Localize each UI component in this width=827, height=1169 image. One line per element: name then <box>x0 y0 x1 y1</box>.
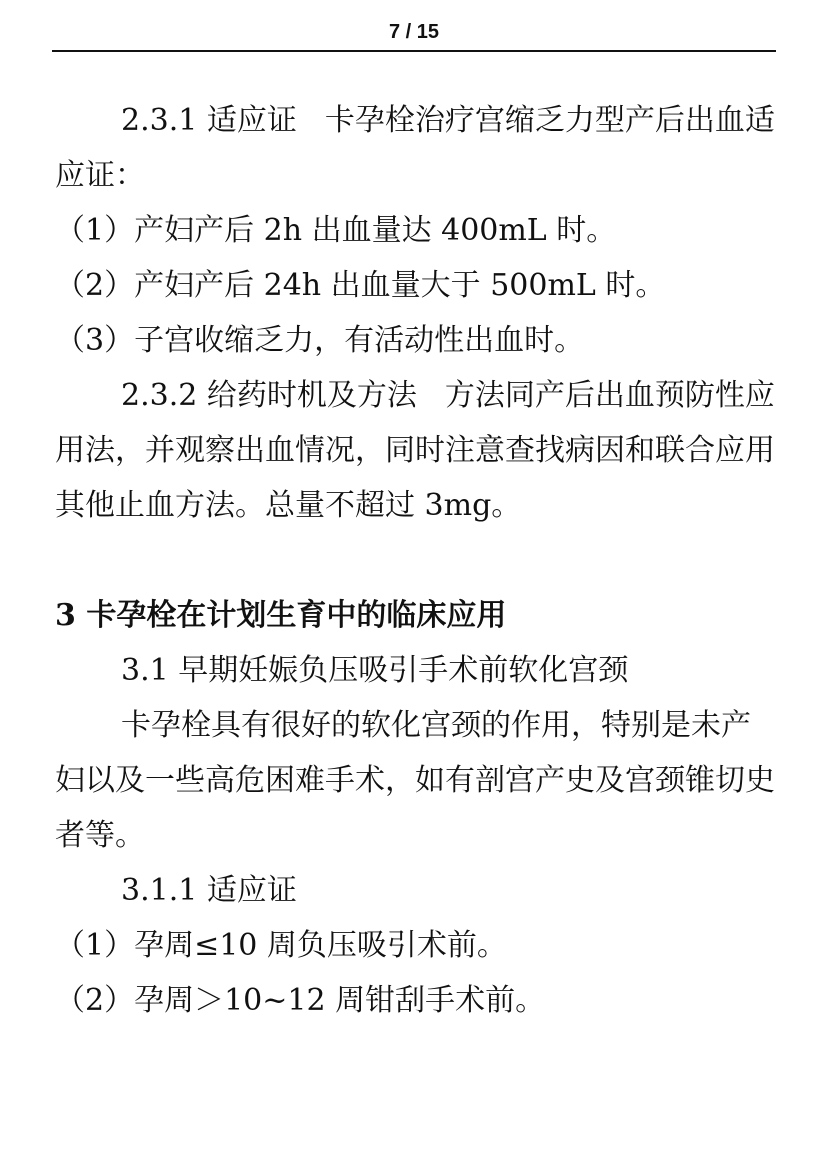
section-3-1-1-item-1: （1）孕周≤10 周负压吸引术前。 <box>55 928 507 963</box>
indication-item-3: （3）子宫收缩乏力，有活动性出血时。 <box>55 323 585 358</box>
page-header <box>52 18 776 52</box>
indication-item-1: （1）产妇产后 2h 出血量达 400mL 时。 <box>55 213 617 248</box>
section-3-heading: 3 卡孕栓在计划生育中的临床应用 <box>55 598 507 633</box>
section-2-3-1-paragraph <box>55 93 775 203</box>
indication-item-2: （2）产妇产后 24h 出血量大于 500mL 时。 <box>55 268 666 303</box>
section-2-3-2-paragraph <box>55 368 775 533</box>
section-2-3-1-number: 2.3.1 适应证 <box>121 103 297 138</box>
section-2-3-2-number: 2.3.2 给药时机及方法 <box>121 378 417 413</box>
section-spacer <box>55 533 775 588</box>
document-body <box>55 93 775 1028</box>
section-3-1-paragraph: 卡孕栓具有很好的软化宫颈的作用，特别是未产妇以及一些高危困难手术，如有剖宫产史及宫颈锥切史者等。 <box>55 708 775 853</box>
section-2-3-1-text: 卡孕栓治疗宫缩乏力型产后出血适应证： <box>55 103 775 193</box>
section-3-1-1-item-2: （2）孕周＞10~12 周钳刮手术前。 <box>55 983 546 1018</box>
section-3-1-1-heading: 3.1.1 适应证 <box>121 873 297 908</box>
section-2-3-2-text: 方法同产后出血预防性应用法，并观察出血情况，同时注意查找病因和联合应用其他止血方法。总量不超过 3mg。 <box>55 378 775 523</box>
page-number: 7 / 15 <box>388 21 440 43</box>
section-3-1-heading: 3.1 早期妊娠负压吸引手术前软化宫颈 <box>121 653 629 688</box>
